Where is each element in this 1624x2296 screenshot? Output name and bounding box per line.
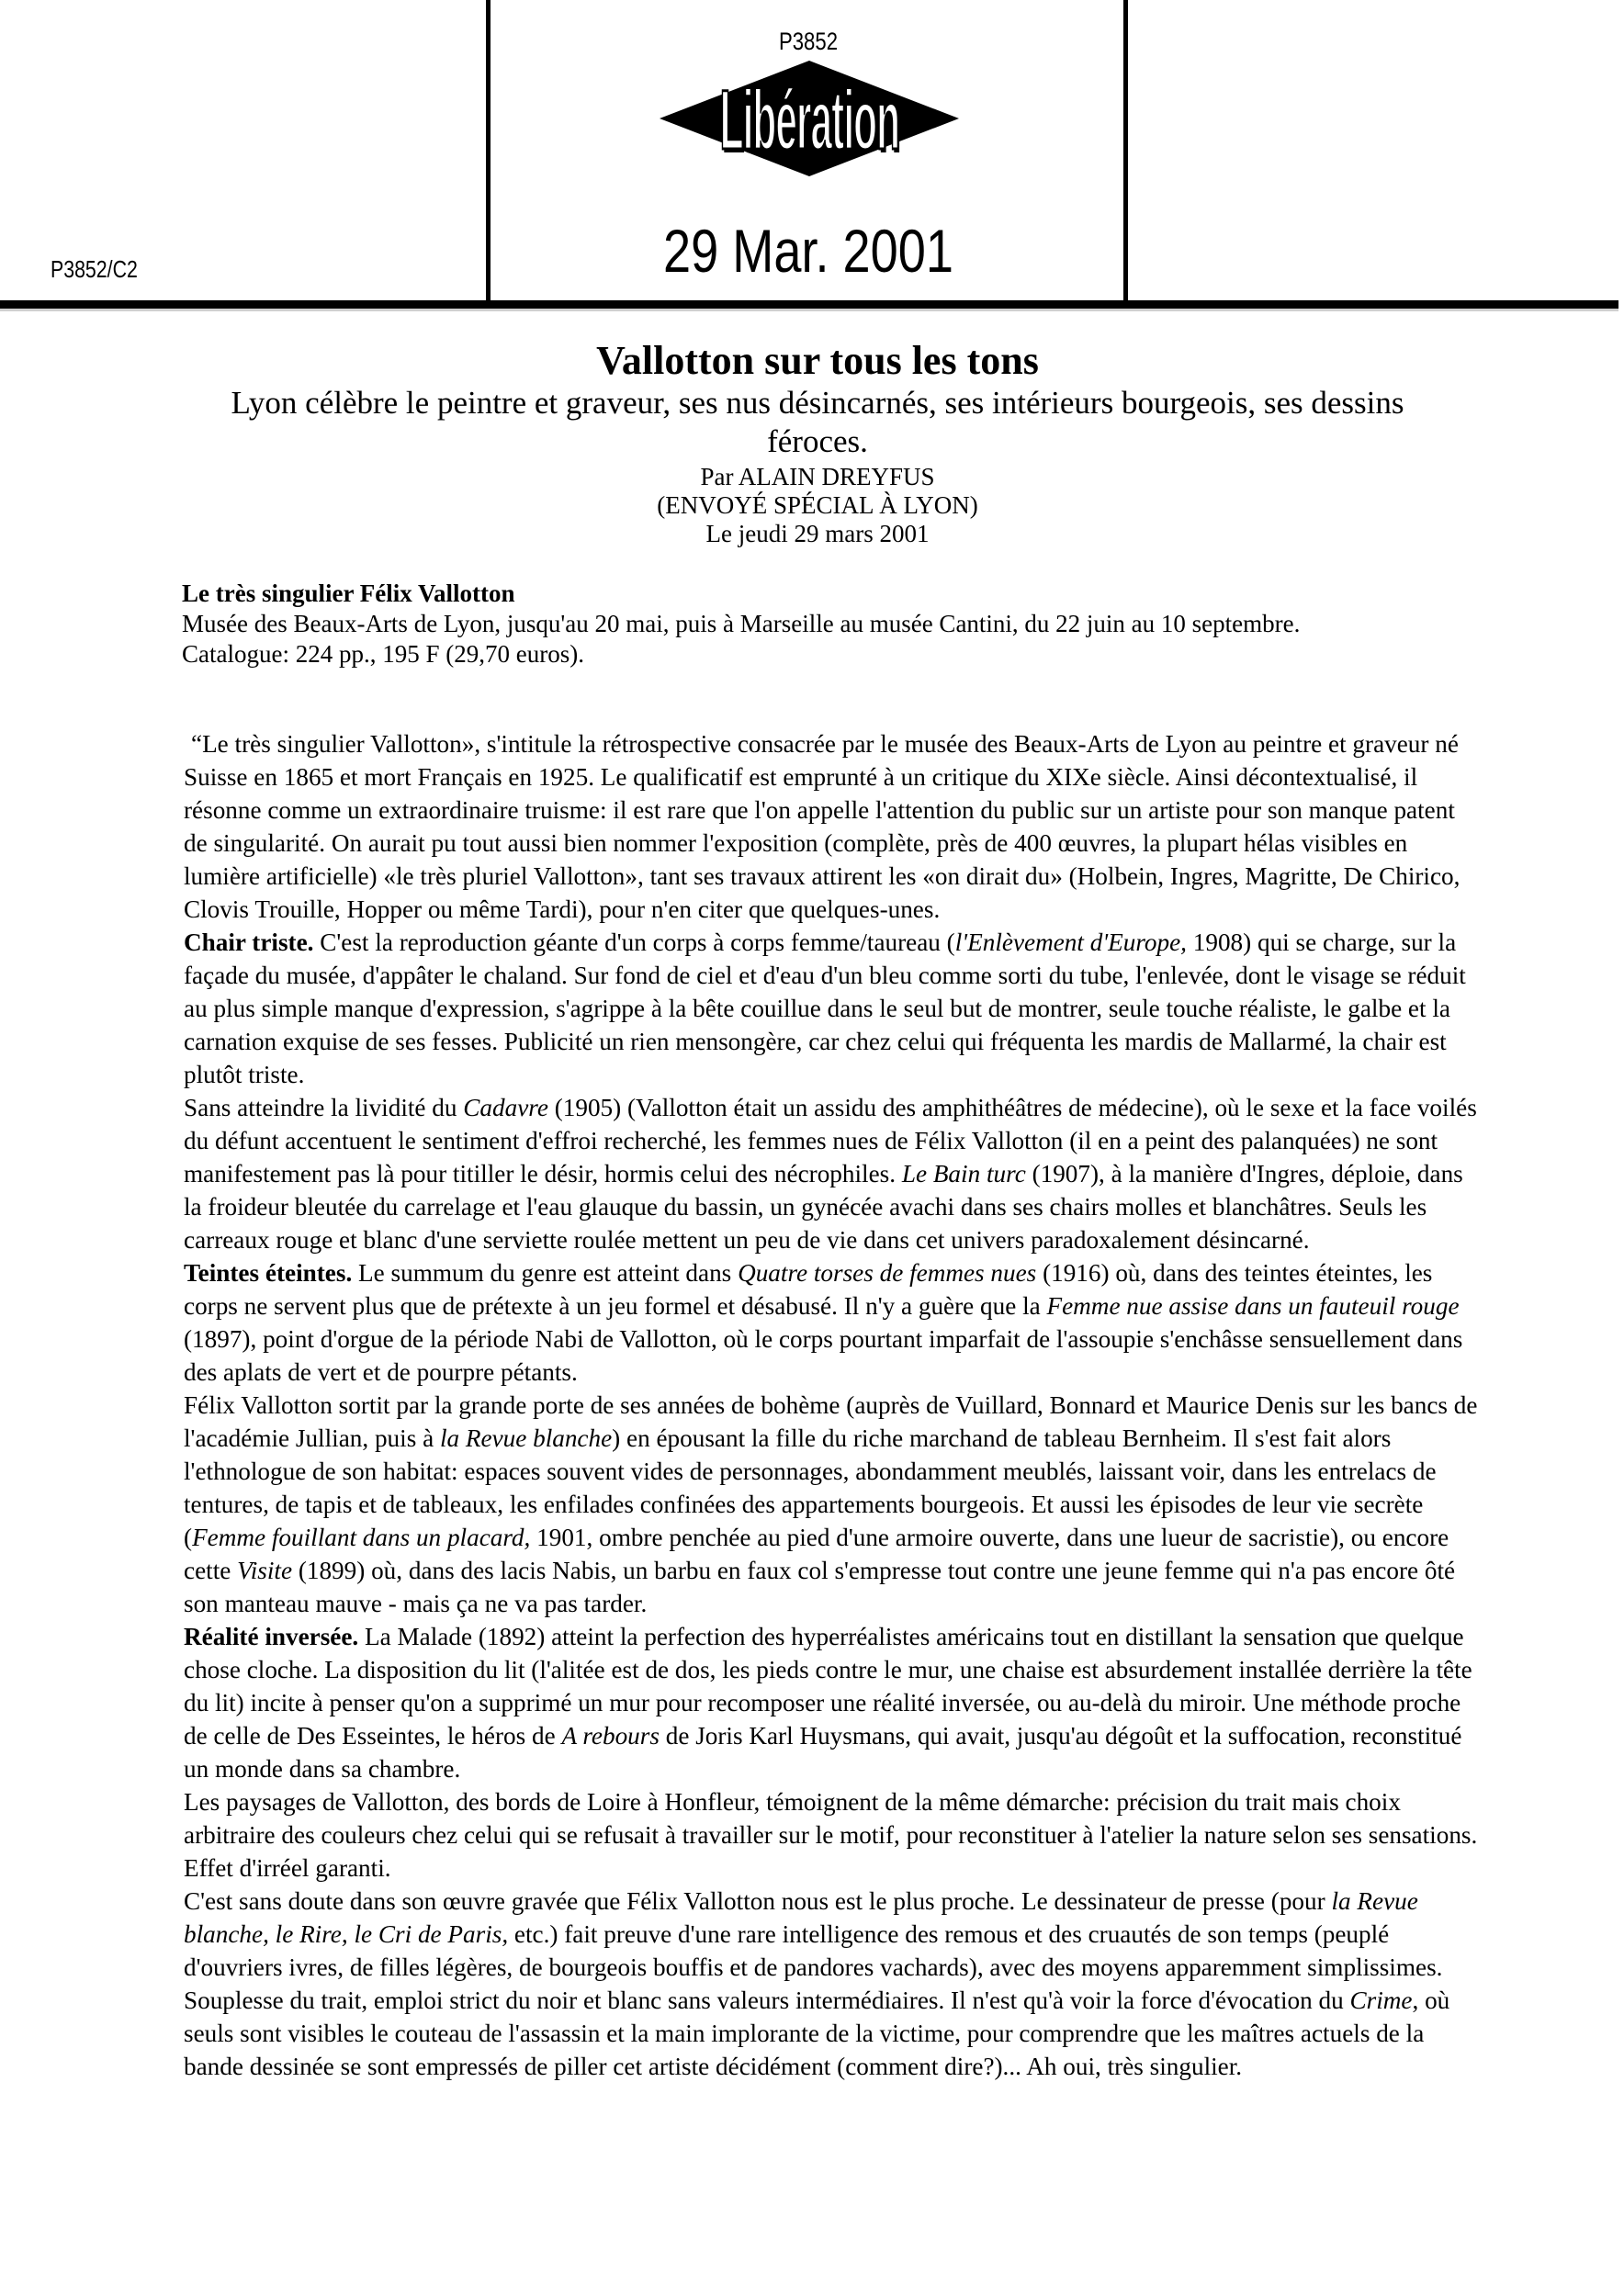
paragraph-text: (1899) où, dans des lacis Nabis, un barbu en faux col s'empresse tout contre une jeune femme qui n'a pas encore ôté son manteau mauve - mais ça ne va pas tarder. (184, 1557, 1456, 1617)
article-paragraph (184, 926, 1483, 1091)
exhibition-info (182, 579, 1486, 670)
exhibition-venue: Musée des Beaux-Arts de Lyon, jusqu'au 20 mai, puis à Marseille au musée Cantini, du 22 juin au 10 septembre. (182, 610, 1301, 637)
article-paragraph (184, 1785, 1483, 1885)
clipping-date: 29 Mar. 2001 (663, 217, 953, 285)
paragraph-text: 1908) qui se charge, sur la façade du musée, d'appâter le chaland. Sur fond de ciel et d'eau d'un bleu comme sorti du tube, l'enlevée, dont le visage se réduit au plus simple manque d'expression, s'agrippe à la bête couillue dans le seul but de montrer, seule touche réaliste, le galbe et la carnation exquise de ses fesses. Publicité un rien mensongère, car chez celui qui fréquenta les mardis de Mallarmé, la chair est plutôt triste. (184, 929, 1466, 1088)
paragraph-text: 1901, ombre penchée au pied d'une armoire ouverte, dans une lueur de sacristie), ou encore cette (184, 1524, 1449, 1584)
paragraph-text: (1916) où, dans des teintes éteintes, les corps ne servent plus que de prétexte à un jeu formel et désabusé. Il n'y a guère que la (184, 1259, 1433, 1320)
article-paragraph (184, 1885, 1483, 2083)
article-subtitle: Lyon célèbre le peintre et graveur, ses nus désincarnés, ses intérieurs bourgeois, ses dessins féroces. (231, 385, 1404, 459)
article-header (165, 338, 1470, 548)
work-title: Le Bain turc (901, 1160, 1026, 1187)
paragraph-text: Félix Vallotton sortit par la grande porte de ses années de bohème (auprès de Vuillard, Bonnard et Maurice Denis sur les bancs de l'académie Jullian, puis à (184, 1391, 1478, 1452)
exhibition-title: Le très singulier Félix Vallotton (182, 580, 515, 607)
paragraph-text: Le summum du genre est atteint dans (352, 1259, 739, 1287)
paragraph-text: Sans atteindre la lividité du (184, 1094, 464, 1121)
section-heading: Teintes éteintes. (184, 1259, 353, 1287)
work-title: Femme nue assise dans un fauteuil rouge (1046, 1292, 1460, 1320)
work-title: A rebours (561, 1722, 660, 1750)
section-heading: Chair triste. (184, 929, 314, 956)
article-body (184, 727, 1483, 2083)
header-divider-right (1123, 0, 1128, 307)
work-title: Visite (237, 1557, 293, 1584)
paragraph-text: “Le très singulier Vallotton», s'intitule la rétrospective consacrée par le musée des Beaux-Arts de Lyon au peintre et graveur né Suisse en 1865 et mort Français en 1925. Le qualificatif est emprunté à un critique du XIXe siècle. Ainsi décontextualisé, il résonne comme un extraordinaire truisme: il est rare que l'on appelle l'attention du public sur un artiste pour son manque patent de singularité. On aurait pu tout aussi bien nommer l'exposition (complète, près de 400 œuvres, la plupart hélas visibles en lumière artificielle) «le très pluriel Vallotton», tant ses travaux attirent les «on dirait du» (Holbein, Ingres, Magritte, De Chirico, Clovis Trouille, Hopper ou même Tardi), pour n'en citer que quelques-unes. (184, 730, 1460, 923)
work-title: l'Enlèvement d'Europe, (954, 929, 1187, 956)
paragraph-text: (1897), point d'orgue de la période Nabi de Vallotton, où le corps pourtant imparfait de l'assoupie s'enchâsse sensuellement dans des aplats de vert et de pourpre pétants. (184, 1325, 1463, 1386)
paragraph-text: (1907), à la manière d'Ingres, déploie, dans la froideur bleutée du carrelage et l'eau glauque du bassin, un gynécée avachi dans ses chairs molles et blanchâtres. Seuls les carreaux rouge et blanc d'une serviette roulée mettent un peu de vie dans cet univers paradoxalement désincarné. (184, 1160, 1463, 1254)
header-rule (0, 300, 1618, 309)
article-paragraph (184, 1256, 1483, 1389)
article-paragraph (184, 1389, 1483, 1620)
publication-name: Libération (719, 73, 899, 167)
article-pub-date: Le jeudi 29 mars 2001 (705, 520, 930, 547)
article-paragraph (184, 1091, 1483, 1256)
work-title: Femme fouillant dans un placard, (192, 1524, 531, 1551)
paragraph-text: C'est sans doute dans son œuvre gravée que Félix Vallotton nous est le plus proche. Le dessinateur de presse (pour (184, 1887, 1332, 1915)
logo-wordmark (660, 61, 959, 176)
work-title: la Revue blanche, le Rire, le Cri de Paris, (184, 1887, 1418, 1948)
work-title: Cadavre (463, 1094, 548, 1121)
article-paragraph (184, 727, 1483, 926)
header-rule-shadow (0, 309, 1618, 311)
header-divider-left (486, 0, 491, 307)
liberation-logo-icon (660, 61, 959, 176)
article-byline: Par ALAIN DREYFUS (700, 463, 935, 490)
paragraph-text: , où seuls sont visibles le couteau de l'assassin et la main implorante de la victime, pour comprendre que les maîtres actuels de la bande dessinée se sont empressés de piller cet artiste décidément (comment dire?)... Ah oui, très singulier. (184, 1986, 1450, 2080)
clipping-code: P3852/C2 (51, 255, 138, 283)
article-dateline: (ENVOYÉ SPÉCIAL À LYON) (657, 491, 978, 519)
exhibition-catalogue: Catalogue: 224 pp., 195 F (29,70 euros). (182, 640, 584, 668)
work-title: Crime (1349, 1986, 1413, 2014)
section-heading: Réalité inversée. (184, 1623, 359, 1650)
paragraph-text: C'est la reproduction géante d'un corps à corps femme/taureau ( (313, 929, 955, 956)
work-title: la Revue blanche (439, 1424, 613, 1452)
paragraph-text: de Joris Karl Huysmans, qui avait, jusqu'au dégoût et la suffocation, reconstitué un monde dans sa chambre. (184, 1722, 1462, 1783)
article-title: Vallotton sur tous les tons (596, 338, 1039, 383)
archive-code: P3852 (778, 28, 839, 55)
paragraph-text: La Malade (1892) atteint la perfection des hyperréalistes américains tout en distillant la sensation que quelque chose cloche. La disposition du lit (l'alitée est de dos, les pieds contre le mur, une chaise est absurdement installée derrière la tête du lit) incite à penser qu'on a supprimé un mur pour recomposer une réalité inversée, ou au-delà du miroir. Une méthode proche de celle de Des Esseintes, le héros de (184, 1623, 1472, 1750)
paragraph-text: Les paysages de Vallotton, des bords de Loire à Honfleur, témoignent de la même démarche: précision du trait mais choix arbitraire des couleurs chez celui qui se refusait à travailler sur le motif, pour reconstituer à l'atelier la nature selon ses sensations. Effet d'irréel garanti. (184, 1788, 1478, 1882)
paragraph-text: ) en épousant la fille du riche marchand de tableau Bernheim. Il s'est fait alors l'ethnologue de son habitat: espaces souvent vides de personnages, abondamment meublés, laissant voir, dans les entrelacs de tentures, de tapis et de tableaux, les enfilades confinées des appartements bourgeois. Et aussi les épisodes de leur vie secrète ( (184, 1424, 1437, 1551)
work-title: Quatre torses de femmes nues (738, 1259, 1037, 1287)
article-paragraph (184, 1620, 1483, 1785)
paragraph-text: (1905) (Vallotton était un assidu des amphithéâtres de médecine), où le sexe et la face voilés du défunt accentuent le sentiment d'effroi recherché, les femmes nues de Félix Vallotton (il en a peint des palanquées) ne sont manifestement pas là pour titiller le désir, hormis celui des nécrophiles. (184, 1094, 1477, 1187)
paragraph-text: etc.) fait preuve d'une rare intelligence des remous et des cruautés de son temps (peuplé d'ouvriers ivres, de filles légères, de bourgeois bouffis et de pandores vachards), avec des moyens apparemment simplissimes. Souplesse du trait, emploi strict du noir et blanc sans valeurs intermédiaires. Il n'est qu'à voir la force d'évocation du (184, 1920, 1443, 2014)
